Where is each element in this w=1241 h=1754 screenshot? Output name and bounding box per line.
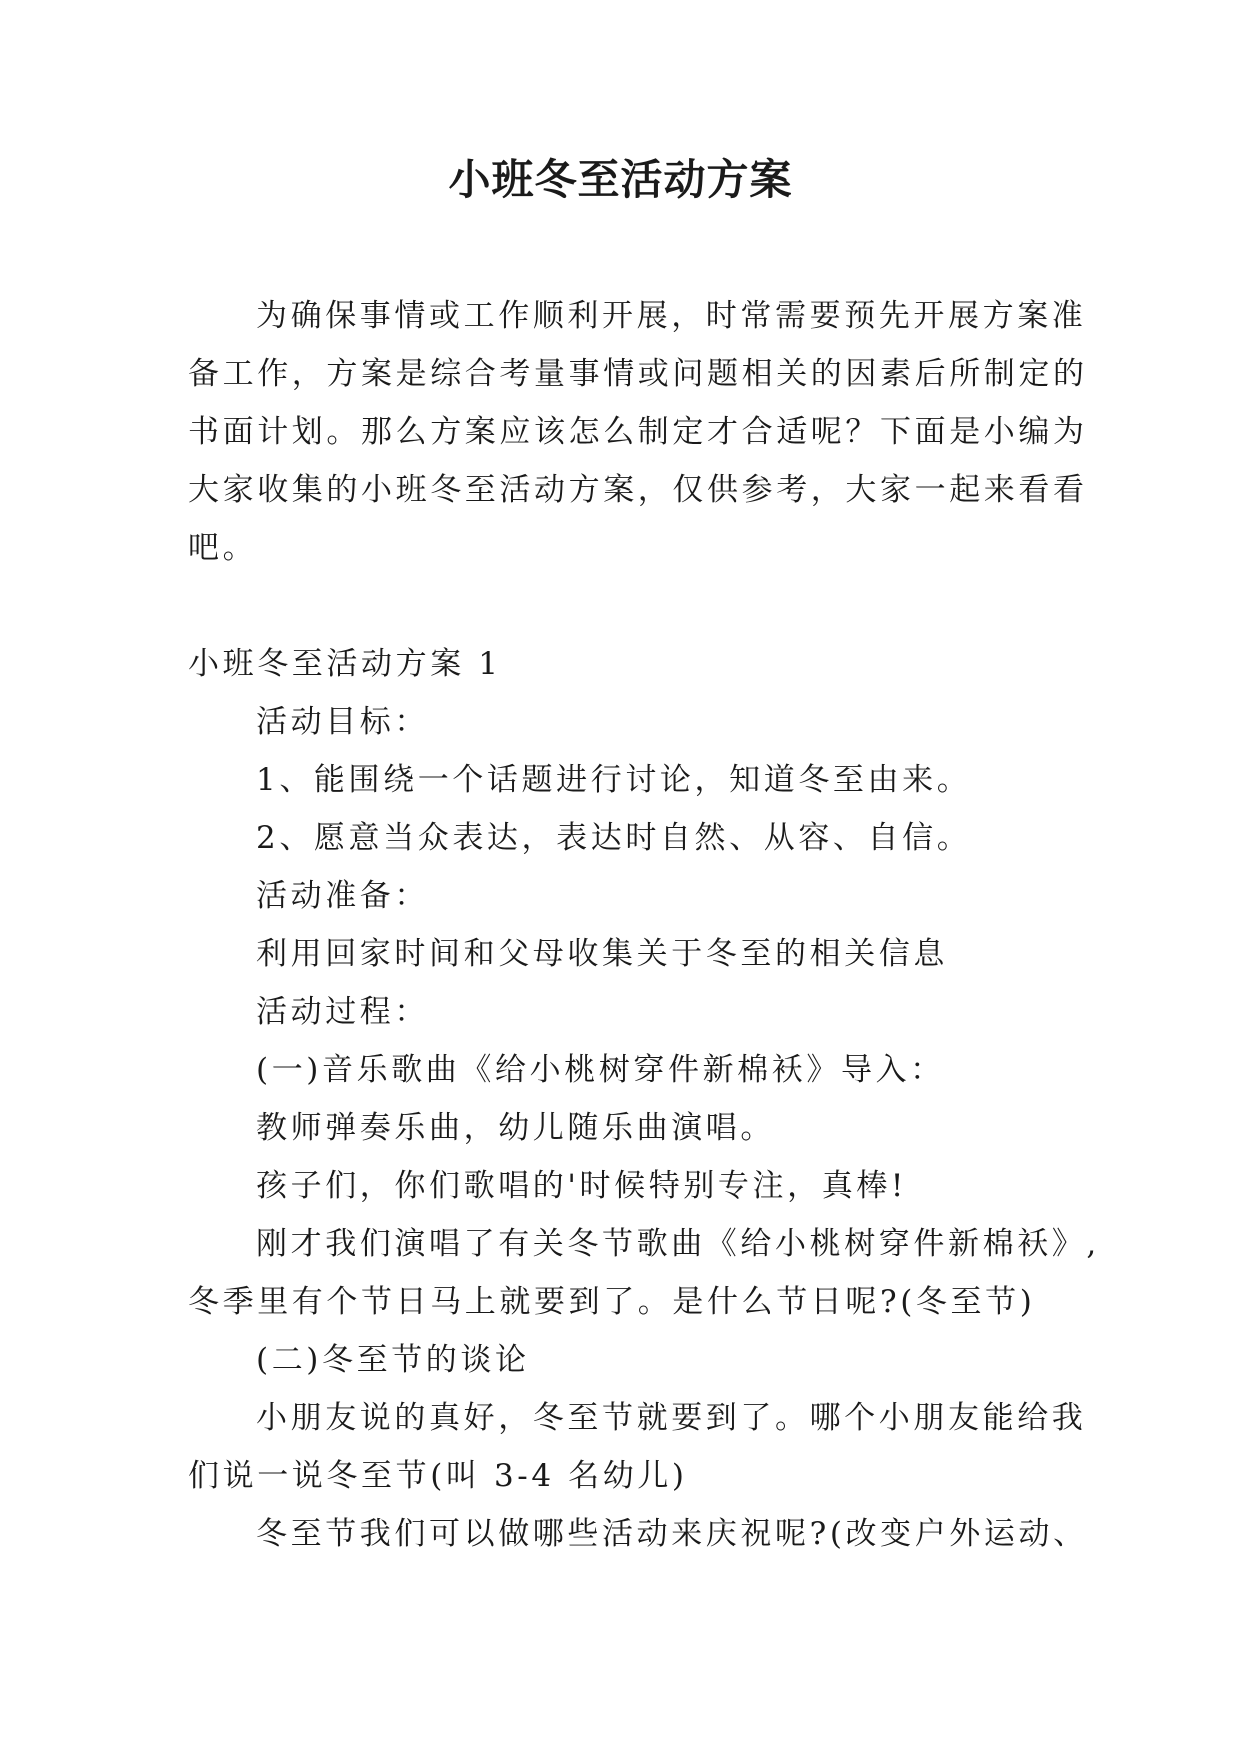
body-line: 冬至节我们可以做哪些活动来庆祝呢?(改变户外运动、	[256, 1516, 1088, 1552]
body-line: 刚才我们演唱了有关冬节歌曲《给小桃树穿件新棉袄》,	[256, 1226, 1100, 1262]
body-line: 小朋友说的真好，冬至节就要到了。哪个小朋友能给我	[256, 1400, 1087, 1436]
goal-item: 1、能围绕一个话题进行讨论，知道冬至由来。	[256, 762, 972, 798]
intro-line: 吧。	[188, 530, 258, 566]
body-line: 教师弹奏乐曲，幼儿随乐曲演唱。	[256, 1110, 775, 1146]
process-step: (一)音乐歌曲《给小桃树穿件新棉袄》导入：	[256, 1052, 945, 1088]
subheading-process: 活动过程：	[256, 994, 429, 1030]
intro-line: 大家收集的小班冬至活动方案，仅供参考，大家一起来看看	[188, 472, 1088, 508]
document-body	[188, 287, 1100, 1563]
intro-line: 备工作，方案是综合考量事情或问题相关的因素后所制定的	[188, 356, 1088, 392]
intro-line: 书面计划。那么方案应该怎么制定才合适呢？下面是小编为	[188, 414, 1088, 450]
subheading-goals: 活动目标：	[256, 704, 429, 740]
process-step: (二)冬至节的谈论	[256, 1342, 530, 1378]
goal-item: 2、愿意当众表达，表达时自然、从容、自信。	[256, 820, 972, 856]
subheading-preparation: 活动准备：	[256, 878, 429, 914]
intro-line: 为确保事情或工作顺利开展，时常需要预先开展方案准	[256, 298, 1087, 334]
body-line: 冬季里有个节日马上就要到了。是什么节日呢?(冬至节)	[188, 1284, 1036, 1320]
body-line: 们说一说冬至节(叫 3-4 名幼儿)	[188, 1458, 688, 1494]
section-heading: 小班冬至活动方案 1	[188, 646, 502, 682]
document-title: 小班冬至活动方案	[448, 155, 793, 204]
body-line: 孩子们，你们歌唱的'时候特别专注，真棒!	[256, 1168, 907, 1204]
preparation-text: 利用回家时间和父母收集关于冬至的相关信息	[256, 936, 948, 972]
paragraph-gap	[188, 577, 1053, 635]
